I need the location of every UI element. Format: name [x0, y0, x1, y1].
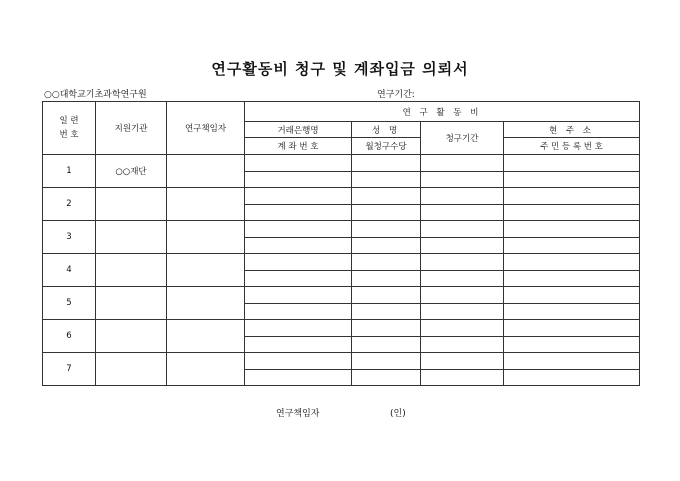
row-resident-number-cell[interactable]	[504, 204, 640, 221]
row-bank-name-cell[interactable]	[245, 353, 352, 370]
row-person-name-cell[interactable]	[352, 320, 421, 337]
table-row	[43, 221, 640, 238]
row-pi-cell[interactable]	[167, 254, 245, 287]
row-person-name-cell[interactable]	[352, 155, 421, 172]
row-pi-cell[interactable]	[167, 188, 245, 221]
row-pi-cell[interactable]	[167, 221, 245, 254]
table-row	[43, 155, 640, 172]
serial-number-header: 일 련 번 호	[43, 102, 96, 155]
seal-mark: (인)	[390, 409, 406, 419]
row-resident-number-cell[interactable]	[504, 369, 640, 386]
row-support-org-cell[interactable]	[96, 320, 167, 353]
bank-name-header: 거래은행명	[245, 122, 352, 138]
table-row	[43, 320, 640, 337]
row-claim-period-sub-cell[interactable]	[421, 204, 504, 221]
row-claim-period-cell[interactable]	[421, 188, 504, 205]
row-person-name-cell[interactable]	[352, 188, 421, 205]
resident-number-header: 주 민 등 록 번 호	[504, 138, 640, 155]
row-monthly-claim-cell[interactable]	[352, 369, 421, 386]
row-claim-period-cell[interactable]	[421, 287, 504, 304]
row-pi-cell[interactable]	[167, 155, 245, 188]
row-bank-name-cell[interactable]	[245, 320, 352, 337]
row-support-org-cell[interactable]	[96, 188, 167, 221]
institution-name: ○○대학교기초과학연구원	[44, 90, 147, 100]
row-account-number-cell[interactable]	[245, 270, 352, 287]
table-row	[43, 254, 640, 271]
claim-form-table	[42, 101, 640, 386]
document-title: 연구활동비 청구 및 계좌입금 의뢰서	[211, 60, 469, 78]
row-claim-period-cell[interactable]	[421, 254, 504, 271]
row-monthly-claim-cell[interactable]	[352, 204, 421, 221]
claim-period-header: 청구기간	[421, 122, 504, 155]
row-monthly-claim-cell[interactable]	[352, 336, 421, 353]
row-support-org-cell[interactable]	[96, 254, 167, 287]
row-pi-cell[interactable]	[167, 287, 245, 320]
row-monthly-claim-cell[interactable]	[352, 270, 421, 287]
row-person-name-cell[interactable]	[352, 353, 421, 370]
row-claim-period-sub-cell[interactable]	[421, 336, 504, 353]
research-period-label: 연구기간:	[377, 90, 415, 100]
table-row	[43, 353, 640, 370]
row-serial-number: 4	[43, 254, 96, 287]
row-person-name-cell[interactable]	[352, 254, 421, 271]
row-resident-number-cell[interactable]	[504, 237, 640, 254]
row-account-number-cell[interactable]	[245, 171, 352, 188]
row-claim-period-sub-cell[interactable]	[421, 270, 504, 287]
row-serial-number: 6	[43, 320, 96, 353]
row-bank-name-cell[interactable]	[245, 155, 352, 172]
person-name-header: 성 명	[352, 122, 421, 138]
account-number-header: 계 좌 번 호	[245, 138, 352, 155]
row-address-cell[interactable]	[504, 353, 640, 370]
row-serial-number: 2	[43, 188, 96, 221]
row-person-name-cell[interactable]	[352, 287, 421, 304]
row-claim-period-sub-cell[interactable]	[421, 369, 504, 386]
row-claim-period-cell[interactable]	[421, 353, 504, 370]
row-bank-name-cell[interactable]	[245, 221, 352, 238]
row-bank-name-cell[interactable]	[245, 287, 352, 304]
activity-expense-group-header: 연 구 활 동 비	[245, 102, 640, 122]
row-resident-number-cell[interactable]	[504, 303, 640, 320]
row-address-cell[interactable]	[504, 254, 640, 271]
row-monthly-claim-cell[interactable]	[352, 303, 421, 320]
row-support-org-cell[interactable]	[96, 221, 167, 254]
row-serial-number: 7	[43, 353, 96, 386]
row-address-cell[interactable]	[504, 221, 640, 238]
row-bank-name-cell[interactable]	[245, 254, 352, 271]
row-pi-cell[interactable]	[167, 320, 245, 353]
row-serial-number: 3	[43, 221, 96, 254]
row-account-number-cell[interactable]	[245, 303, 352, 320]
row-resident-number-cell[interactable]	[504, 336, 640, 353]
row-claim-period-sub-cell[interactable]	[421, 237, 504, 254]
row-monthly-claim-cell[interactable]	[352, 171, 421, 188]
row-claim-period-sub-cell[interactable]	[421, 171, 504, 188]
row-claim-period-cell[interactable]	[421, 221, 504, 238]
signer-label: 연구책임자	[276, 409, 320, 419]
row-bank-name-cell[interactable]	[245, 188, 352, 205]
row-resident-number-cell[interactable]	[504, 270, 640, 287]
row-account-number-cell[interactable]	[245, 369, 352, 386]
row-claim-period-cell[interactable]	[421, 320, 504, 337]
row-monthly-claim-cell[interactable]	[352, 237, 421, 254]
row-resident-number-cell[interactable]	[504, 171, 640, 188]
row-account-number-cell[interactable]	[245, 204, 352, 221]
row-claim-period-sub-cell[interactable]	[421, 303, 504, 320]
pi-header: 연구책임자	[167, 102, 245, 155]
row-support-org-cell[interactable]	[96, 287, 167, 320]
monthly-claim-header: 월청구수당	[352, 138, 421, 155]
table-row	[43, 287, 640, 304]
row-claim-period-cell[interactable]	[421, 155, 504, 172]
row-serial-number: 5	[43, 287, 96, 320]
row-address-cell[interactable]	[504, 155, 640, 172]
row-address-cell[interactable]	[504, 320, 640, 337]
row-account-number-cell[interactable]	[245, 237, 352, 254]
row-account-number-cell[interactable]	[245, 336, 352, 353]
row-support-org-cell[interactable]	[96, 353, 167, 386]
row-person-name-cell[interactable]	[352, 221, 421, 238]
row-serial-number: 1	[43, 155, 96, 188]
address-header: 현 주 소	[504, 122, 640, 138]
table-row	[43, 188, 640, 205]
row-address-cell[interactable]	[504, 188, 640, 205]
row-address-cell[interactable]	[504, 287, 640, 304]
row-pi-cell[interactable]	[167, 353, 245, 386]
support-org-header: 지원기관	[96, 102, 167, 155]
row-support-org-cell[interactable]: ○○재단	[96, 155, 167, 188]
